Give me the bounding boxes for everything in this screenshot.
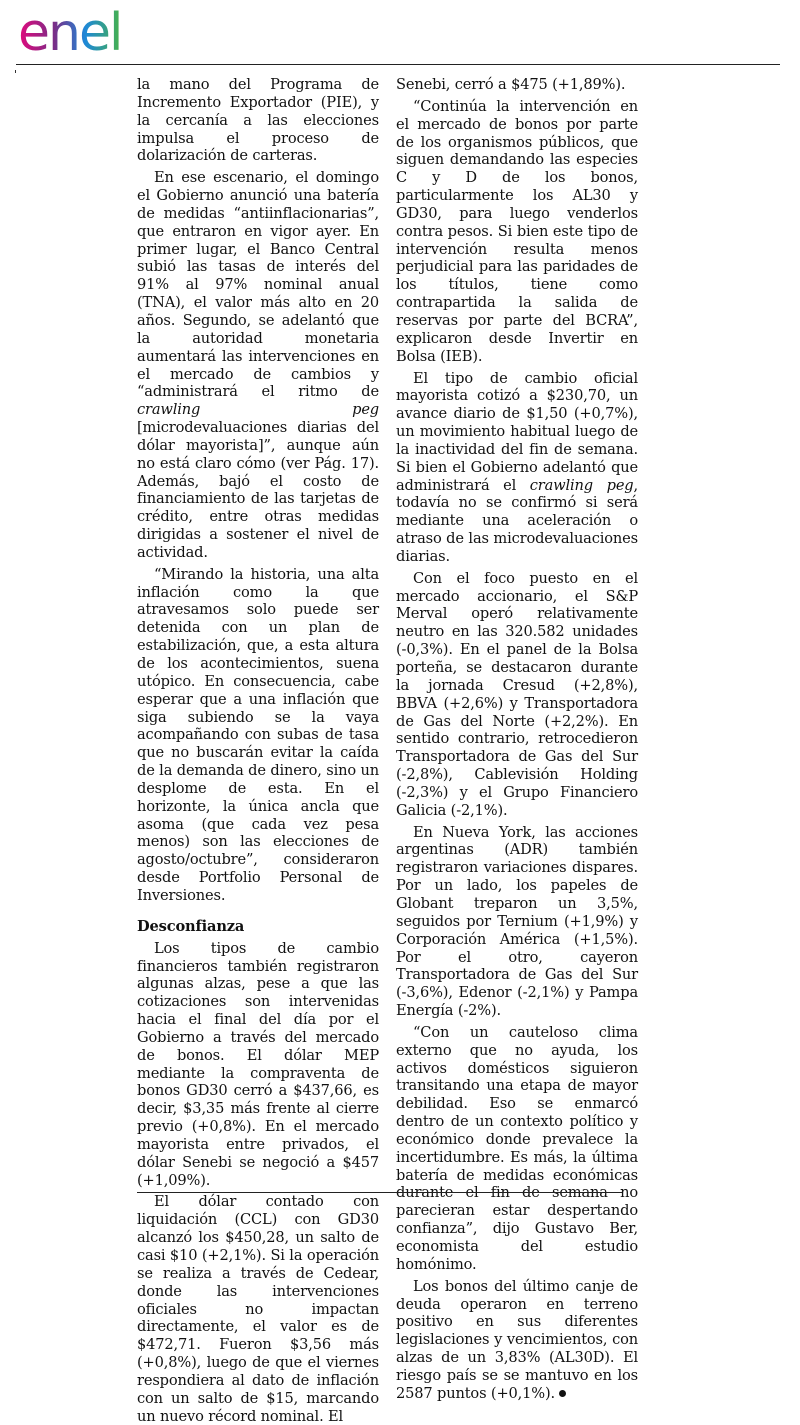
enel-logo-mark (16, 4, 196, 58)
paragraph: En Nueva York, las acciones argentinas (ADR) también registraron variaciones dispares. Por un lado, los papeles de Globant treparon un 3,5%, seguidos por Ternium (+1,9%) y Corporación América (+1,5%). Por el otro, cayeron Transportadora de Gas del Sur (-3,6%), Edenor (-2,1%) y Pampa Energía (-2%). (396, 823, 638, 1020)
paragraph: “Mirando la historia, una alta inflación como la que atravesamos solo puede ser detenida con un plan de estabilización, que, a esta altura de los acontecimientos, suena utópico. En consecuencia, cabe esperar que a una inflación que siga subiendo se la vaya acompañando con subas de tasa que no buscarán evitar la caída de la demanda de dinero, sino un desplome de esta. En el horizonte, la única ancla que asoma (que cada vez pesa menos) son las elecciones de agosto/octubre”, consideraron desde Portfolio Personal de Inversiones. (137, 565, 379, 904)
article-column-2 (396, 76, 638, 1403)
paragraph: En ese escenario, el domingo el Gobierno anunció una batería de medidas “antiinflacionarias”, que entraron en vigor ayer. En primer lugar, el Banco Central subió las tasas de interés del 91% al 97% nominal anual (TNA), el valor más alto en 20 años. Segundo, se adelantó que la autoridad monetaria aumentará las intervenciones en el mercado de cambios y “administrará el ritmo de crawling peg [microdevaluaciones diarias del dólar mayorista]”, aunque aún no está claro cómo (ver Pág. 17). Además, bajó el costo de financiamiento de las tarjetas de crédito, entre otras medidas dirigidas a sostener el nivel de actividad. (137, 169, 379, 561)
paragraph: “Con un cauteloso clima externo que no ayuda, los activos domésticos siguieron transitando una etapa de mayor debilidad. Eso se enmarcó dentro de un contexto político y económico donde prevalece la incertidumbre. Es más, la última batería de medidas económicas durante el fin de semana no parecieran estar despertando confianza”, dijo Gustavo Ber, economista del estudio homónimo. (396, 1023, 638, 1273)
paragraph: “Continúa la intervención en el mercado de bonos por parte de los organismos públicos, que siguen demandando las especies C y D de los bonos, particularmente los AL30 y GD30, para luego venderlos contra pesos. Si bien este tipo de intervención resulta menos perjudicial para las paridades de los títulos, tiene como contrapartida la salida de reservas por parte del BCRA”, explicaron desde Invertir en Bolsa (IEB). (396, 97, 638, 365)
paragraph: Los tipos de cambio financieros también registraron algunas alzas, pese a que las cotizaciones son intervenidas hacia el final del día por el Gobierno a través del mercado de bonos. El dólar MEP mediante la compraventa de bonos GD30 cerró a $437,66, es decir, $3,35 más frente al cierre previo (+0,8%). En el mercado mayorista entre privados, el dólar Senebi se negoció a $457 (+1,09%). (137, 939, 379, 1189)
enel-logo (16, 4, 196, 58)
paragraph: Con el foco puesto en el mercado accionario, el S&P Merval operó relativamente neutro en las 320.582 unidades (-0,3%). En el panel de la Bolsa porteña, se destacaron durante la jornada Cresud (+2,8%), BBVA (+2,6%) y Transportadora de Gas del Norte (+2,2%). En sentido contrario, retrocedieron Transportadora de Gas del Sur (-2,8%), Cablevisión Holding (-2,3%) y el Grupo Financiero Galicia (-2,1%). (396, 569, 638, 819)
article-column-1 (137, 76, 379, 1425)
end-bullet-icon (559, 1390, 566, 1397)
paragraph: la mano del Programa de Incremento Exportador (PIE), y la cercanía a las elecciones impulsa el proceso de dolarización de carteras. (137, 76, 379, 165)
header-rule (16, 64, 780, 65)
footer-rule (137, 1192, 622, 1193)
subheading: Desconfianza (137, 917, 245, 935)
paragraph: El tipo de cambio oficial mayorista cotizó a $230,70, un avance diario de $1,50 (+0,7%), un movimiento habitual luego de la inactividad del fin de semana. Si bien el Gobierno adelantó que administrará el crawling peg, todavía no se confirmó si será mediante una aceleración o atraso de las microdevaluaciones diarias. (396, 369, 638, 565)
svg-text:enel: enel (18, 4, 122, 58)
margin-tick (15, 70, 16, 73)
paragraph: El dólar contado con liquidación (CCL) con GD30 alcanzó los $450,28, un salto de casi $10 (+2,1%). Si la operación se realiza a través de Cedear, donde las intervenciones oficiales no impactan directamente, el valor es de $472,71. Fueron $3,56 más (+0,8%), luego de que el viernes respondiera al dato de inflación con un salto de $15, marcando un nuevo récord nominal. El (137, 1193, 379, 1425)
paragraph: Los bonos del último canje de deuda operaron en terreno positivo en sus diferentes legislaciones y vencimientos, con alzas de un 3,83% (AL30D). El riesgo país se se mantuvo en los 2587 puntos (+0,1%). (396, 1277, 638, 1402)
paragraph: Senebi, cerró a $475 (+1,89%). (396, 76, 626, 93)
